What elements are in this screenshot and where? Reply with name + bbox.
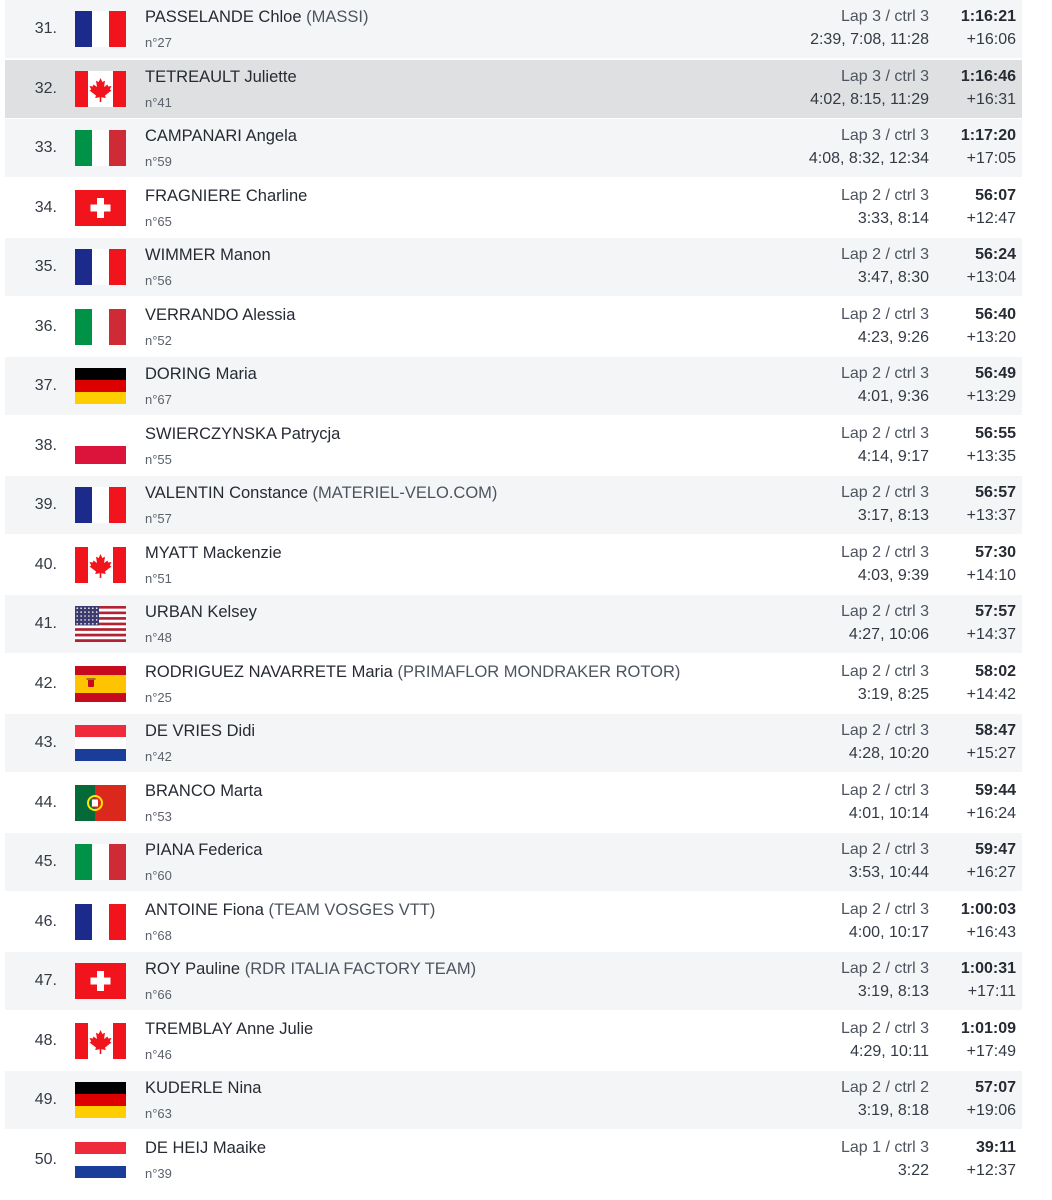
lap-control: Lap 1 / ctrl 3 [840,1138,929,1156]
split-times: 4:00, 10:17 [848,923,929,941]
bib-number: n°51 [145,570,172,586]
split-times: 3:33, 8:14 [857,209,929,227]
rider-name[interactable] [145,187,307,206]
rider-first-name: Nina [227,1079,262,1097]
lap-control: Lap 2 / ctrl 3 [840,603,929,620]
rank: 31. [34,20,57,37]
time-gap: +16:24 [966,804,1016,822]
result-row[interactable] [5,417,1022,475]
rider-first-name: Maria [215,365,257,383]
total-time: 1:00:03 [960,900,1016,918]
total-time: 56:49 [975,365,1016,382]
split-times: 4:03, 9:39 [857,566,929,584]
time-gap: +13:20 [966,328,1016,346]
rider-last-name: VERRANDO [145,305,239,324]
split-times: 3:19, 8:18 [857,1102,929,1119]
bib-number: n°27 [145,35,172,50]
rider-last-name: TETREAULT [145,67,240,86]
rank: 44. [34,793,57,811]
rank: 43. [34,734,57,751]
split-times: 3:17, 8:13 [857,507,929,524]
rider-name[interactable] [145,8,368,27]
france-flag-icon [75,11,126,47]
time-gap: +14:37 [966,626,1016,643]
split-times: 4:27, 10:06 [848,626,929,643]
rider-first-name: Juliette [244,67,297,86]
split-times: 4:01, 9:36 [857,388,929,405]
rider-first-name: Constance [229,484,308,502]
time-gap: +13:35 [966,447,1016,465]
bib-number: n°56 [145,273,172,288]
rank: 33. [34,139,57,156]
rider-name[interactable] [145,68,297,87]
split-times: 4:01, 10:14 [848,804,929,822]
rank: 39. [34,496,57,513]
rank: 37. [34,377,57,394]
rider-last-name: WIMMER [145,246,216,264]
rider-name[interactable] [145,663,680,682]
usa-flag-icon [75,606,126,642]
lap-control: Lap 2 / ctrl 3 [840,484,929,501]
total-time: 57:57 [975,603,1016,620]
rider-team: (MASSI) [306,8,369,26]
result-row[interactable] [5,119,1022,177]
result-row[interactable] [5,298,1022,356]
bib-number: n°41 [145,94,172,110]
lap-control: Lap 2 / ctrl 3 [840,186,929,204]
rider-first-name: Mackenzie [202,543,282,562]
portugal-flag-icon [75,785,126,821]
lap-control: Lap 2 / ctrl 3 [840,662,929,680]
rider-name[interactable] [145,127,297,146]
total-time: 57:30 [975,543,1016,561]
time-gap: +14:10 [966,566,1016,584]
rider-first-name: Chloe [258,8,302,26]
result-row[interactable] [5,238,1022,296]
total-time: 1:16:46 [960,67,1016,85]
lap-control: Lap 2 / ctrl 3 [840,781,929,799]
bib-number: n°57 [145,511,172,526]
rider-name[interactable] [145,484,497,503]
rank: 48. [34,1031,57,1049]
lap-control: Lap 2 / ctrl 3 [840,246,929,263]
time-gap: +14:42 [966,685,1016,703]
rider-name[interactable] [145,544,282,563]
rank: 49. [34,1091,57,1108]
rider-last-name: PIANA [145,841,194,859]
time-gap: +12:47 [966,209,1016,227]
rank: 36. [34,317,57,335]
time-gap: +16:31 [966,90,1016,108]
rider-last-name: URBAN [145,603,203,621]
total-time: 1:17:20 [960,127,1016,144]
total-time: 39:11 [975,1138,1016,1156]
total-time: 58:02 [975,662,1016,680]
result-row[interactable] [5,655,1022,713]
netherlands-flag-icon [75,1142,126,1178]
time-gap: +17:05 [966,150,1016,167]
result-row[interactable] [5,179,1022,237]
total-time: 57:07 [975,1079,1016,1096]
total-time: 58:47 [975,722,1016,739]
lap-control: Lap 2 / ctrl 2 [840,1079,929,1096]
rider-first-name: Charline [245,186,308,205]
germany-flag-icon [75,368,126,404]
rank: 40. [34,555,57,573]
rider-team: (MATERIEL-VELO.COM) [312,484,498,502]
bib-number: n°60 [145,868,172,883]
split-times: 3:19, 8:25 [857,685,929,703]
poland-flag-icon [75,428,126,464]
result-row[interactable] [5,1071,1022,1129]
time-gap: +16:06 [966,31,1016,48]
spain-flag-icon [75,666,126,702]
netherlands-flag-icon [75,725,126,761]
split-times: 3:53, 10:44 [848,864,929,881]
lap-control: Lap 2 / ctrl 3 [840,1019,929,1037]
rider-name[interactable] [145,782,262,801]
bib-number: n°25 [145,689,172,705]
rider-name[interactable] [145,841,262,860]
rider-last-name: ANTOINE [145,900,219,919]
time-gap: +13:04 [966,269,1016,286]
total-time: 56:55 [975,424,1016,442]
bib-number: n°63 [145,1106,172,1121]
result-row[interactable] [5,595,1022,653]
bib-number: n°55 [145,451,172,467]
rank: 34. [34,198,57,216]
lap-control: Lap 2 / ctrl 3 [840,424,929,442]
split-times: 4:08, 8:32, 12:34 [808,150,929,167]
time-gap: +17:49 [966,1042,1016,1060]
rider-last-name: DORING [145,365,211,383]
rider-last-name: CAMPANARI [145,127,242,145]
rider-first-name: Alessia [242,305,296,324]
result-row[interactable] [5,833,1022,891]
rider-name[interactable] [145,960,476,979]
rider-first-name: Manon [220,246,271,264]
time-gap: +12:37 [966,1161,1016,1179]
rider-name[interactable] [145,246,271,265]
split-times: 3:22 [897,1161,929,1179]
canada-flag-icon [75,1023,126,1059]
split-times: 4:02, 8:15, 11:29 [810,90,929,108]
rider-last-name: KUDERLE [145,1079,223,1097]
rider-last-name: TREMBLAY [145,1019,233,1038]
total-time: 56:57 [975,484,1016,501]
bib-number: n°39 [145,1165,172,1181]
split-times: 4:29, 10:11 [850,1042,929,1060]
lap-control: Lap 3 / ctrl 3 [840,127,929,144]
total-time: 1:01:09 [960,1019,1016,1037]
total-time: 59:47 [975,841,1016,858]
rider-last-name: ROY [145,960,181,978]
lap-control: Lap 2 / ctrl 3 [840,722,929,739]
rank: 35. [34,258,57,275]
total-time: 1:16:21 [960,8,1016,25]
result-row[interactable] [5,60,1022,118]
total-time: 56:24 [975,246,1016,263]
bib-number: n°59 [145,154,172,169]
result-row[interactable] [5,357,1022,415]
switzerland-flag-icon [75,963,126,999]
result-row[interactable] [5,476,1022,534]
result-row[interactable] [5,1131,1022,1189]
bib-number: n°53 [145,808,172,824]
france-flag-icon [75,904,126,940]
rider-first-name: Marta [220,781,263,800]
result-row[interactable] [5,774,1022,832]
time-gap: +15:27 [966,745,1016,762]
time-gap: +19:06 [966,1102,1016,1119]
results-list [5,0,1022,1189]
rank: 46. [34,912,57,930]
rank: 38. [34,436,57,454]
split-times: 4:23, 9:26 [857,328,929,346]
italy-flag-icon [75,309,126,345]
rank: 42. [34,674,57,692]
total-time: 56:07 [975,186,1016,204]
lap-control: Lap 3 / ctrl 3 [840,67,929,85]
italy-flag-icon [75,844,126,880]
france-flag-icon [75,487,126,523]
lap-control: Lap 2 / ctrl 3 [840,543,929,561]
result-row[interactable] [5,1012,1022,1070]
rider-name[interactable] [145,1139,266,1158]
result-row[interactable] [5,893,1022,951]
lap-control: Lap 2 / ctrl 3 [840,305,929,323]
time-gap: +13:37 [966,507,1016,524]
rider-name[interactable] [145,1079,261,1098]
rank: 32. [34,79,57,97]
bib-number: n°42 [145,749,172,764]
rider-last-name: RODRIGUEZ NAVARRETE [145,662,347,681]
bib-number: n°67 [145,392,172,407]
rider-name[interactable] [145,365,257,384]
rider-team: (PRIMAFLOR MONDRAKER ROTOR) [397,662,681,681]
rider-name[interactable] [145,1020,313,1039]
rider-team: (RDR ITALIA FACTORY TEAM) [244,960,477,978]
lap-control: Lap 2 / ctrl 3 [840,841,929,858]
time-gap: +17:11 [967,983,1016,1000]
result-row[interactable] [5,952,1022,1010]
result-row[interactable] [5,714,1022,772]
split-times: 3:19, 8:13 [857,983,929,1000]
rider-first-name: Patrycja [280,424,341,443]
bib-number: n°48 [145,630,172,645]
rank: 41. [34,615,57,632]
bib-number: n°66 [145,987,172,1002]
rider-first-name: Didi [226,722,256,740]
germany-flag-icon [75,1082,126,1118]
rider-first-name: Maria [351,662,393,681]
rider-name[interactable] [145,901,435,920]
rider-team: (TEAM VOSGES VTT) [268,900,436,919]
rider-first-name: Maaike [212,1138,267,1157]
rider-last-name: BRANCO [145,781,216,800]
lap-control: Lap 2 / ctrl 3 [840,900,929,918]
rider-first-name: Fiona [222,900,264,919]
rider-first-name: Pauline [185,960,241,978]
canada-flag-icon [75,71,126,107]
rider-name[interactable] [145,722,255,741]
rider-first-name: Anne Julie [236,1019,314,1038]
time-gap: +16:27 [966,864,1016,881]
rider-last-name: DE VRIES [145,722,223,740]
rider-first-name: Angela [245,127,297,145]
time-gap: +16:43 [966,923,1016,941]
rank: 50. [34,1150,57,1168]
rider-first-name: Federica [198,841,263,859]
bib-number: n°52 [145,332,172,348]
total-time: 1:00:31 [960,960,1016,977]
time-gap: +13:29 [966,388,1016,405]
rider-last-name: SWIERCZYNSKA [145,424,277,443]
rider-name[interactable] [145,425,340,444]
rider-last-name: DE HEIJ [145,1138,209,1157]
rider-name[interactable] [145,306,295,325]
split-times: 2:39, 7:08, 11:28 [810,31,929,48]
bib-number: n°46 [145,1046,172,1062]
bib-number: n°65 [145,213,172,229]
result-row[interactable] [5,536,1022,594]
total-time: 59:44 [975,781,1016,799]
split-times: 4:28, 10:20 [848,745,929,762]
rank: 45. [34,853,57,870]
result-row[interactable] [5,0,1022,58]
rider-last-name: FRAGNIERE [145,186,242,205]
rider-first-name: Kelsey [207,603,257,621]
lap-control: Lap 2 / ctrl 3 [840,365,929,382]
rank: 47. [34,972,57,989]
split-times: 4:14, 9:17 [857,447,929,465]
lap-control: Lap 2 / ctrl 3 [840,960,929,977]
total-time: 56:40 [975,305,1016,323]
lap-control: Lap 3 / ctrl 3 [840,8,929,25]
rider-last-name: PASSELANDE [145,8,254,26]
split-times: 3:47, 8:30 [857,269,929,286]
rider-name[interactable] [145,603,257,622]
france-flag-icon [75,249,126,285]
bib-number: n°68 [145,927,172,943]
rider-last-name: VALENTIN [145,484,225,502]
italy-flag-icon [75,130,126,166]
canada-flag-icon [75,547,126,583]
switzerland-flag-icon [75,190,126,226]
rider-last-name: MYATT [145,543,199,562]
